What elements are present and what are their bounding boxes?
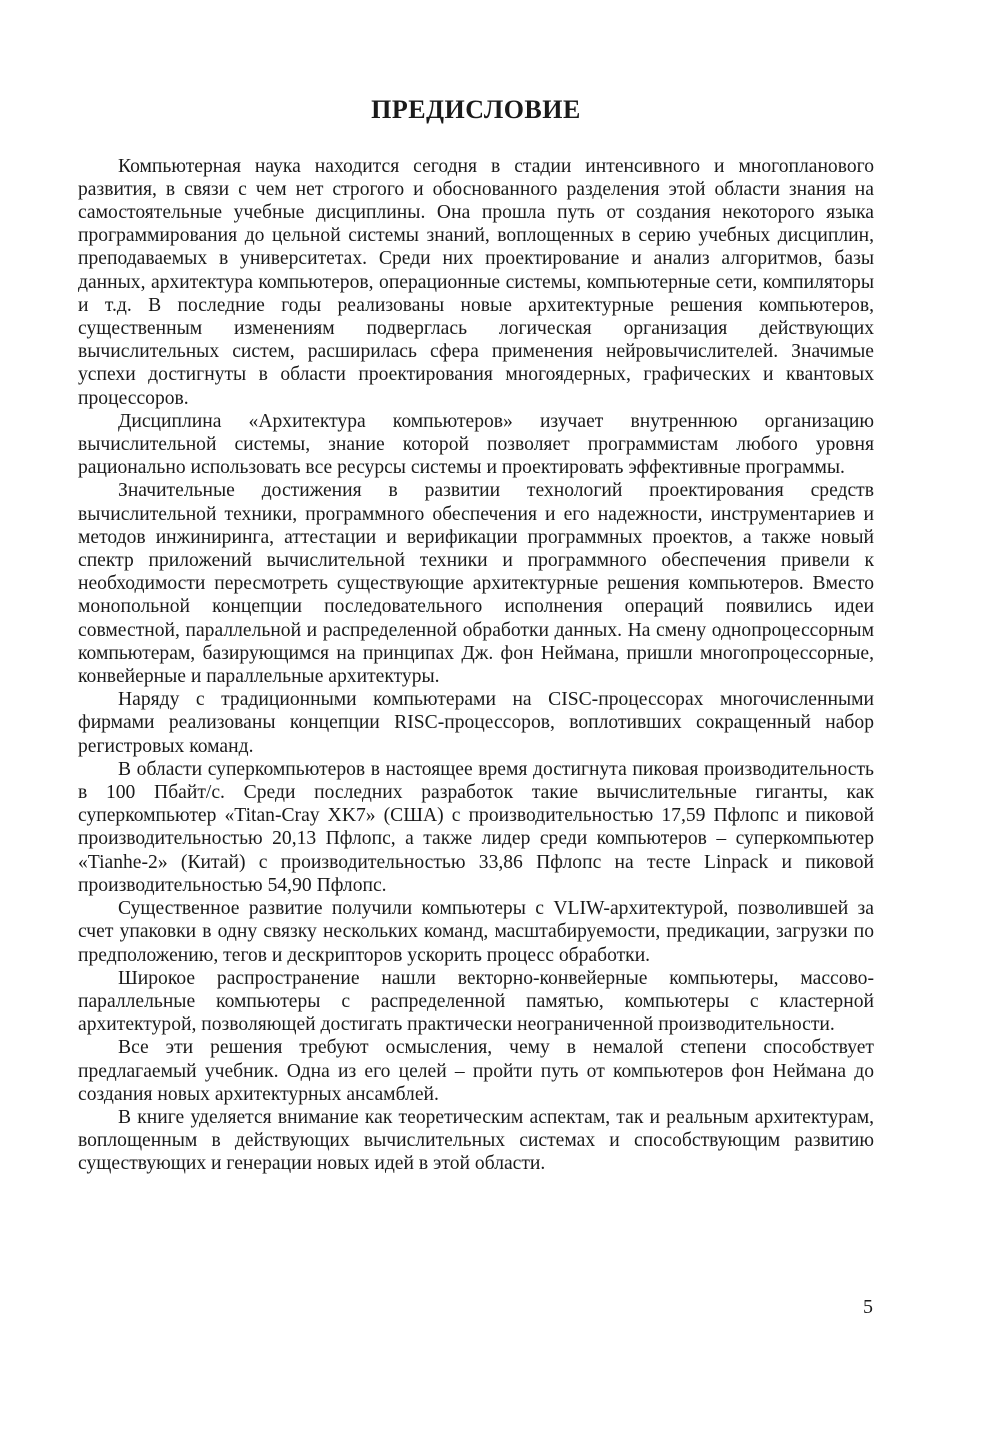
paragraph-6: Существенное развитие получили компьютеры с VLIW-архитектурой, позволившей за счет упаковки в одну связку нескольких команд, масштабируемости, предикации, загрузки по предположению, тегов и дескрипторов ускорить процесс обработки. [78, 898, 874, 966]
paragraph-5: В области суперкомпьютеров в настоящее время достигнута пиковая производительность в 100 Пбайт/с. Среди последних разработок такие вычислительные гиганты, как суперкомпьютер «Titan-Cray XK7» (США) с производительностью 17,59 Пфлопс и пиковой производительностью 20,13 Пфлопс, а также лидер среди компьютеров – суперкомпьютер «Tianhe-2» (Китай) с производительностью 33,86 Пфлопс на тесте Linpack и пиковой производительностью 54,90 Пфлопс. [78, 758, 874, 896]
page-body [78, 96, 874, 1176]
paragraph-2: Дисциплина «Архитектура компьютеров» изучает внутреннюю организацию вычислительной системы, знание которой позволяет программистам любого уровня рационально использовать все ресурсы системы и проектировать эффективные программы. [78, 410, 874, 479]
paragraph-4: Наряду с традиционными компьютерами на CISC-процессорах многочисленными фирмами реализованы концепции RISC-процессоров, воплотивших сокращенный набор регистровых команд. [78, 689, 874, 757]
paragraph-3: Значительные достижения в развитии технологий проектирования средств вычислительной техники, программного обеспечения и его надежности, инструментариев и методов инжиниринга, аттестации и верификации программных проектов, а также новый спектр приложений вычислительной техники и программного обеспечения привели к необходимости пересмотреть существующие архитектурные решения компьютеров. Вместо монопольной концепции последовательного исполнения операций появились идеи совместной, параллельной и распределенной обработки данных. На смену однопроцессорным компьютерам, базирующимся на принципах Дж. фон Неймана, пришли многопроцессорные, конвейерные и параллельные архитектуры. [78, 480, 874, 688]
paragraph-8: Все эти решения требуют осмысления, чему в немалой степени способствует предлагаемый учебник. Одна из его целей – пройти путь от компьютеров фон Неймана до создания новых архитектурных ансамблей. [78, 1037, 874, 1105]
page-title: ПРЕДИСЛОВИЕ [371, 95, 581, 124]
paragraph-9: В книге уделяется внимание как теоретическим аспектам, так и реальным архитектурам, воплощенным в действующих вычислительных системах и способствующим развитию существующих и генерации новых идей в этой области. [78, 1106, 874, 1175]
paragraph-1: Компьютерная наука находится сегодня в стадии интенсивного и многопланового развития, в связи с чем нет строгого и обоснованного разделения этой области знания на самостоятельные учебные дисциплины. Она прошла путь от создания некоторого языка программирования до цельной системы знаний, воплощенных в серию учебных дисциплин, преподаваемых в университетах. Среди них проектирование и анализ алгоритмов, базы данных, архитектура компьютеров, операционные системы, компьютерные сети, компиляторы и т.д. В последние годы реализованы новые архитектурные решения компьютеров, существенным изменениям подверглась логическая организация действующих вычислительных систем, расширилась сфера применения нейровычислителей. Значимые успехи достигнуты в области проектирования многоядерных, графических и квантовых процессоров. [78, 155, 874, 409]
paragraph-7: Широкое распространение нашли векторно-конвейерные компьютеры, массово-параллельные компьютеры с распределенной памятью, компьютеры с кластерной архитектурой, позволяющей достигать практически неограниченной производительности. [78, 967, 874, 1036]
page-number: 5 [863, 1296, 873, 1318]
